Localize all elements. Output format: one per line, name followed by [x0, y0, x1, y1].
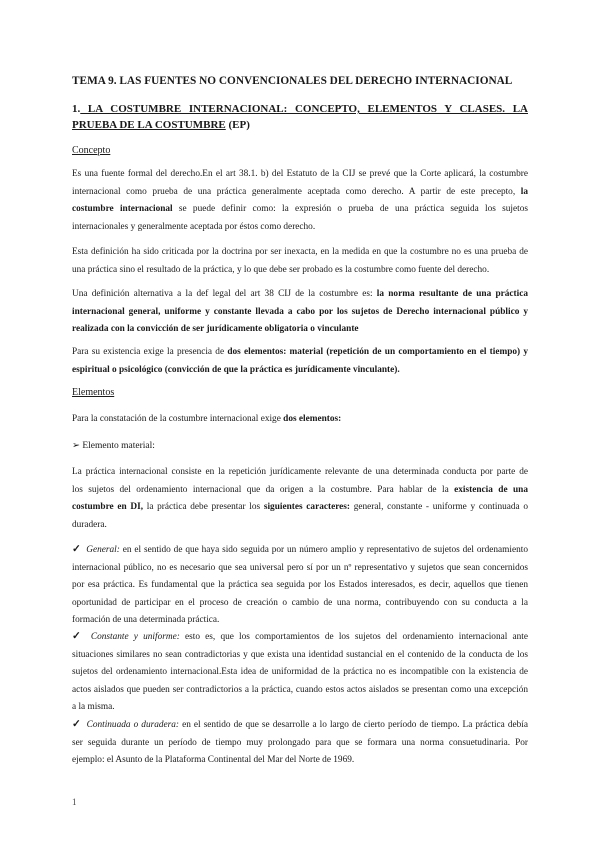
paragraph-criticism	[72, 244, 528, 279]
bold-run: la	[520, 186, 528, 197]
paragraph-line: ser seguida durante un período de tiempo muy prolongado para que se formara una norma consuetudinaria. Por	[72, 737, 528, 748]
text-run: la práctica debe presentar los	[143, 502, 264, 512]
paragraph-alt-definition	[72, 286, 528, 339]
section-heading-text: LA COSTUMBRE INTERNACIONAL: CONCEPTO, ELEMENTOS Y CLASES. LA PRUEBA DE LA COSTUMBRE	[72, 103, 528, 131]
bold-run: existencia de una	[454, 484, 528, 495]
section-heading-suffix: (EP)	[225, 119, 250, 131]
paragraph-line: actos aislados que pueden ser contradictorios a la práctica, cuando estos actos aislados se presentan como una excepción	[72, 684, 528, 695]
paragraph-line	[72, 411, 528, 429]
paragraph-line	[72, 482, 528, 500]
paragraph-line: internacional público, no es necesario que sea universal pero sí por un nº representativo y sujetos que sean concernidos	[72, 562, 528, 573]
paragraph-continuada	[72, 716, 528, 770]
page-title: TEMA 9. LAS FUENTES NO CONVENCIONALES DEL DERECHO INTERNACIONAL	[72, 75, 513, 87]
text-run: general, constante - uniforme y continuada o	[350, 502, 528, 512]
paragraph-elements-summary	[72, 344, 528, 379]
check-icon: ✓	[72, 631, 84, 642]
paragraph-line: una práctica sino el resultado de la práctica, y lo que debe ser probado es la costumbre como fuente del derecho.	[72, 264, 490, 275]
paragraph-line: realizada con la convicción de ser jurídicamente obligatoria o vinculante	[72, 324, 359, 334]
bold-run: la norma resultante de una práctica	[376, 289, 528, 299]
text-run: esto es, que los comportamientos de los sujetos del ordenamiento internacional ante	[179, 632, 528, 642]
text-run: en el sentido de que haya sido seguida por un número amplio y representativo de sujetos del ordenamiento	[119, 545, 528, 555]
text-run: se puede definir como: la expresión o prueba de una práctica seguida los sujetos	[172, 204, 528, 214]
paragraph-constante	[72, 628, 528, 717]
section-number: 1.	[72, 103, 81, 115]
paragraph-practica	[72, 464, 528, 534]
paragraph-line: duradera.	[72, 519, 107, 530]
paragraph-line: internacional general, uniforme y constante llevada a cabo por los sujetos de Derecho internacional público y	[72, 306, 528, 317]
bold-run: siguientes caracteres:	[263, 502, 351, 512]
text-run: Para su existencia exige la presencia de	[72, 347, 228, 357]
paragraph-line: por esa práctica. Es fundamental que la práctica sea seguida por los Estados interesados, es decir, aquellos que tienen	[72, 580, 528, 590]
paragraph-line	[72, 628, 528, 647]
text-run: Una definición alternativa a la def legal del art 38 CIJ de la costumbre es:	[72, 289, 377, 299]
paragraph-line	[72, 716, 528, 735]
paragraph-line: formación de una determinada práctica.	[72, 615, 220, 625]
bold-run: costumbre en DI,	[72, 502, 144, 512]
italic-term: Continuada o duradera:	[86, 720, 180, 730]
paragraph-line: oportunidad de participar en el proceso de creación o cambio de una norma, contribuyendo con su conducta a la	[72, 597, 528, 608]
check-icon: ✓	[72, 719, 82, 730]
bullet-elemento-material	[72, 438, 155, 455]
check-icon: ✓	[72, 544, 82, 555]
concepto-label: Concepto	[72, 145, 111, 156]
paragraph-elements-intro	[72, 411, 528, 429]
text-run: internacional como prueba de una práctica generalmente aceptada como derecho. A partir de este precepto,	[72, 186, 521, 197]
paragraph-general	[72, 541, 528, 630]
paragraph-definition	[72, 166, 528, 236]
paragraph-line: sujetos del ordenamiento internacional.Esta idea de uniformidad de la práctica no es incompatible con la existencia de	[72, 667, 528, 677]
arrow-bullet-icon: ➢	[72, 441, 80, 451]
paragraph-line: Es una fuente formal del derecho.En el art 38.1. b) del Estatuto de la CIJ se prevé que la Corte aplicará, la costumbre	[72, 169, 528, 179]
paragraph-line: internacionales y generalmente aceptada por éstos como derecho.	[72, 221, 316, 232]
elementos-label: Elementos	[72, 387, 115, 398]
paragraph-line: ejemplo: el Asunto de la Plataforma Continental del Mar del Norte de 1969.	[72, 755, 355, 765]
paragraph-line: La práctica internacional consiste en la repetición jurídicamente relevante de una determinada conducta por parte de	[72, 467, 528, 477]
paragraph-line: situaciones similares no sean contradictorias y que exista una identidad sustancial en el contenido de la conducta de los	[72, 649, 528, 660]
paragraph-line: Esta definición ha sido criticada por la doctrina por ser inexacta, en la medida en que la costumbre no es una prueba de	[72, 247, 528, 257]
text-run: Para la constatación de la costumbre internacional exige	[72, 414, 284, 424]
paragraph-line: espiritual o psicológico (convicción de que la práctica es jurídicamente vinculante).	[72, 364, 400, 375]
paragraph-line	[72, 499, 528, 517]
paragraph-line	[72, 344, 528, 362]
bold-run: costumbre internacional	[72, 204, 173, 214]
paragraph-line	[72, 541, 528, 560]
page-number: 1	[72, 797, 77, 807]
paragraph-line	[72, 286, 528, 304]
bullet-text: Elemento material:	[79, 441, 155, 451]
italic-term: Constante y uniforme:	[90, 632, 180, 642]
paragraph-line	[72, 184, 528, 202]
paragraph-line	[72, 201, 528, 219]
section-heading	[72, 101, 528, 133]
text-run: los sujetos del ordenamiento internacional que da origen a la costumbre. Para hablar de la	[72, 484, 455, 495]
italic-term: General:	[86, 545, 120, 555]
text-run: en el sentido de que se desarrolle a lo largo de cierto período de tiempo. La práctica debía	[179, 720, 528, 730]
bold-run: dos elementos:	[283, 414, 342, 424]
bold-run: dos elementos: material (repetición de un comportamiento en el tiempo) y	[227, 347, 528, 357]
paragraph-line: a la misma.	[72, 702, 115, 712]
